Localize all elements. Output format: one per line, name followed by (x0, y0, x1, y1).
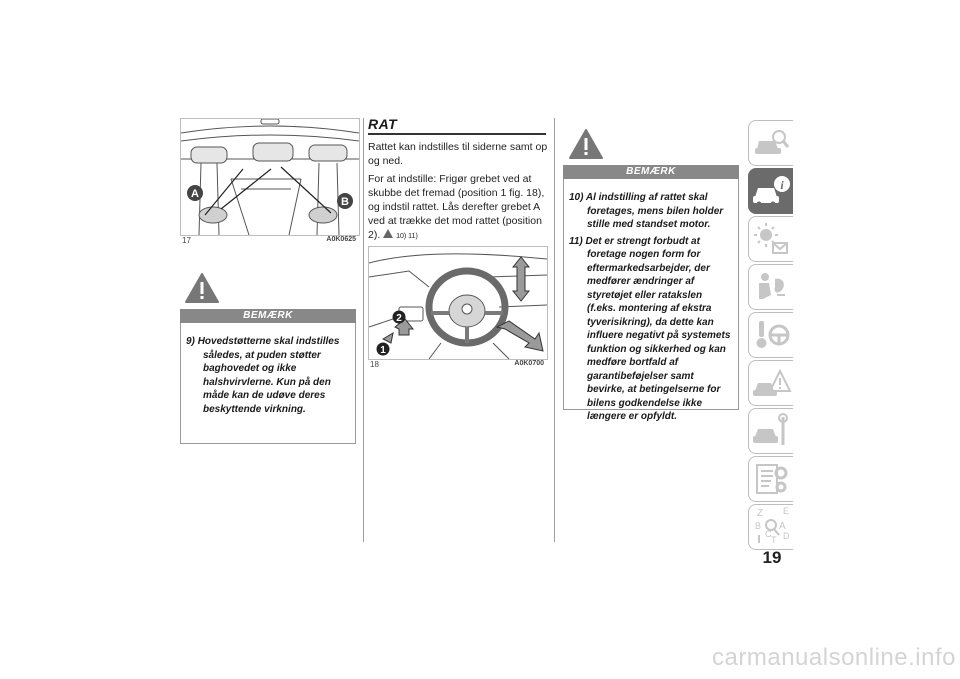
index-letter: A (779, 521, 786, 532)
watermark: carmanualsonline.info (712, 644, 956, 671)
tab-seat-airbag[interactable] (748, 264, 793, 310)
section-title: RAT (368, 116, 398, 132)
warning-text (569, 191, 732, 424)
warning-item (186, 335, 347, 416)
alphabet-index-icon (749, 505, 793, 545)
car-magnifier-icon (749, 121, 793, 165)
tab-car-warning[interactable] (748, 360, 793, 406)
index-letter: E (783, 506, 790, 516)
figure-17-code: A0K0625 (326, 236, 356, 243)
svg-text:2: 2 (396, 313, 402, 324)
warning-item (569, 235, 732, 424)
section-header (368, 116, 546, 135)
tab-alphabet-index[interactable] (748, 504, 793, 550)
section-rule (368, 133, 546, 135)
index-letter: Z (757, 508, 764, 519)
warning-text (186, 335, 347, 416)
car-wrench-icon (749, 409, 793, 453)
warning-item-text: Hovedstøtterne skal indstilles således, at puden støtter baghovedet og ikke halshvirvlerne. Kun på den måde kan de udøve deres beskyttende virkning. (197, 336, 340, 415)
warning-item-text: Det er strengt forbudt at foretage nogen form for eftermarkedsarbejder, der medfører ændringer af styretøjet eller ratakslen (f.eks. montering af ekstra tyverisikring), da dette kan influere negativt på systemets funktion og sikkerhed og kan medføre bortfald af garantibeføjelser samt bevirke, at betingelserne for bilens godkendelse ikke længere er opfyldt. (585, 235, 731, 422)
warning-item (569, 191, 732, 232)
warning-triangle-icon (568, 128, 604, 160)
small-warning-icon (383, 229, 393, 238)
figure-18-code: A0K0700 (514, 360, 544, 367)
steering-wheel-illustration (369, 247, 547, 359)
column-divider (363, 118, 364, 542)
figure-18-steering-wheel (368, 246, 548, 360)
car-warning-icon (749, 361, 793, 405)
headrest-illustration (181, 119, 359, 235)
warning-item-text: Al indstilling af rattet skal foretages, mens bilen holder stille med standset motor. (585, 192, 724, 230)
warning-triangle-icon (184, 272, 220, 304)
figure-17-number: 17 (182, 236, 191, 245)
spec-sheet-gear-icon (749, 457, 793, 501)
svg-text:1: 1 (380, 345, 386, 356)
figure-17-caption (182, 236, 356, 245)
svg-text:B: B (341, 196, 349, 208)
warning-item-number: 9) (186, 336, 195, 347)
paragraph-2-text: For at indstille: Frigør grebet ved at skubbe det fremad (position 1 fig. 18), og indstil rattet. Lås derefter grebet A ved at trække det mod rattet (position 2). (368, 173, 545, 241)
paragraph-2 (368, 172, 548, 244)
index-letter: T (771, 535, 777, 545)
tab-key-steering-wheel[interactable] (748, 312, 793, 358)
svg-text:i: i (780, 178, 784, 192)
tab-car-wrench[interactable] (748, 408, 793, 454)
warning-heading: BEMÆRK (563, 165, 739, 179)
figure-17-headrests (180, 118, 360, 236)
key-steering-wheel-icon (749, 313, 793, 357)
tab-car-magnifier[interactable] (748, 120, 793, 166)
index-letter: C (765, 529, 772, 539)
figure-18-number: 18 (370, 360, 379, 369)
warning-item-number: 11) (569, 235, 583, 247)
tab-light-warning[interactable] (748, 216, 793, 262)
warning-item-number: 10) (569, 192, 584, 203)
section-body (368, 140, 548, 244)
index-letter: D (783, 531, 790, 541)
light-warning-icon (749, 217, 793, 261)
seat-airbag-icon (749, 265, 793, 309)
page-number: 19 (762, 548, 782, 567)
warning-heading: BEMÆRK (180, 309, 356, 323)
column-divider (554, 118, 555, 542)
figure-18-caption (370, 360, 544, 369)
car-info-icon (749, 169, 793, 213)
paragraph-1: Rattet kan indstilles til siderne samt op og ned. (368, 141, 548, 167)
tab-spec-sheet[interactable] (748, 456, 793, 502)
index-letter: B (755, 521, 762, 531)
warning-box-2 (563, 165, 739, 422)
warning-refs: 10) 11) (396, 233, 418, 240)
svg-text:A: A (191, 188, 199, 200)
tab-car-info[interactable] (748, 168, 793, 214)
warning-box-1 (180, 309, 356, 444)
